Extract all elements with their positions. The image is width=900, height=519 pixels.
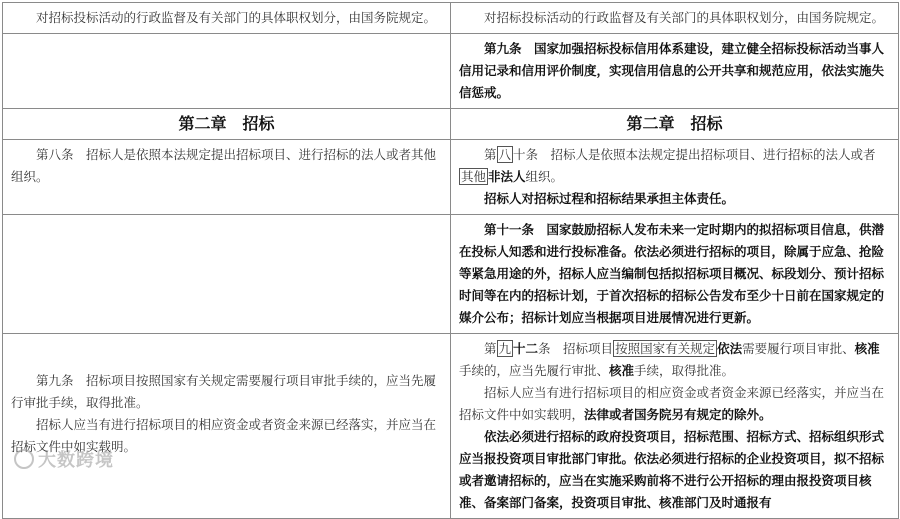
chapter-heading-left: 第二章 招标 bbox=[3, 109, 451, 140]
deleted-text-box: 其他 bbox=[461, 169, 487, 184]
left-text: 第八条 招标人是依照本法规定提出招标项目、进行招标的法人或者其他组织。 bbox=[11, 147, 437, 184]
text-span: 十条 招标人是依照本法规定提出招标项目、进行招标的法人或者 bbox=[513, 147, 876, 162]
table-row bbox=[3, 215, 899, 334]
text-span: 手续的，应当先履行审批、 bbox=[459, 363, 610, 378]
text-span: 招标人应当有进行招标项目的相应资金或者资金来源已经落实，并应当在招标文件中如实载明， bbox=[459, 385, 885, 422]
deleted-text-box: 按照国家有关规定 bbox=[615, 341, 716, 356]
chapter-row bbox=[3, 109, 899, 140]
watermark-text: 大数跨境 bbox=[38, 450, 114, 471]
watermark-logo bbox=[14, 446, 114, 472]
left-cell bbox=[3, 34, 451, 109]
right-text: 第九条 国家加强招标投标信用体系建设，建立健全招标投标活动当事人信用记录和信用评价制度，实现信用信息的公开共享和规范应用，依法实施失信惩戒。 bbox=[459, 41, 885, 100]
deleted-text-box: 八 bbox=[498, 147, 512, 162]
text-span: 手续，取得批准。 bbox=[634, 363, 735, 378]
right-text-added: 招标人对招标过程和招标结果承担主体责任。 bbox=[484, 191, 735, 206]
right-text bbox=[459, 144, 890, 188]
right-text-added: 依法必须进行招标的政府投资项目，招标范围、招标方式、招标组织形式应当报投资项目审批部门审批。依法必须进行招标的企业投资项目，拟不招标或者邀请招标的，应当在实施采购前将不进行公开招标的理由报投资项目核准、备案部门备案，投资项目审批、核准部门及时通报有 bbox=[459, 429, 885, 510]
comparison-table bbox=[2, 2, 899, 519]
table-row bbox=[3, 34, 899, 109]
table-row bbox=[3, 3, 899, 34]
deleted-text-box: 九 bbox=[498, 341, 512, 356]
right-text: 对招标投标活动的行政监督及有关部门的具体职权划分，由国务院规定。 bbox=[484, 10, 885, 25]
table-row bbox=[3, 334, 899, 519]
left-text: 招标人应当有进行招标项目的相应资金或者资金来源已经落实，并应当在招标文件中如实载明。 bbox=[11, 417, 437, 454]
watermark-icon bbox=[14, 449, 34, 469]
right-cell bbox=[451, 34, 899, 109]
left-cell bbox=[3, 334, 451, 519]
text-span: 需要履行项目审批、 bbox=[742, 341, 855, 356]
added-text: 核准 bbox=[854, 341, 880, 356]
right-cell bbox=[451, 3, 899, 34]
chapter-heading-right: 第二章 招标 bbox=[451, 109, 899, 140]
text-span: 组织。 bbox=[525, 169, 564, 184]
right-cell bbox=[451, 140, 899, 215]
left-text: 对招标投标活动的行政监督及有关部门的具体职权划分，由国务院规定。 bbox=[36, 10, 437, 25]
right-cell bbox=[451, 334, 899, 519]
text-span: 第 bbox=[484, 341, 497, 356]
added-text: 核准 bbox=[609, 363, 635, 378]
left-text: 第九条 招标项目按照国家有关规定需要履行项目审批手续的，应当先履行审批手续，取得批准。 bbox=[11, 373, 437, 410]
left-cell bbox=[3, 3, 451, 34]
added-text: 非法人 bbox=[488, 169, 526, 184]
left-cell bbox=[3, 140, 451, 215]
right-text bbox=[459, 338, 890, 382]
text-span: 条 招标项目 bbox=[538, 341, 614, 356]
added-text: 法律或者国务院另有规定的除外。 bbox=[584, 407, 772, 422]
table-row bbox=[3, 140, 899, 215]
right-text: 第十一条 国家鼓励招标人发布未来一定时期内的拟招标项目信息，供潜在投标人知悉和进行投标准备。依法必须进行招标的项目，除属于应急、抢险等紧急用途的外，招标人应当编制包括拟招标项目概况、标段划分、预计招标时间等在内的招标计划，于首次招标的招标公告发布至少十日前在国家规定的媒介公布；招标计划应当根据项目进展情况进行更新。 bbox=[459, 222, 885, 325]
right-cell bbox=[451, 215, 899, 334]
text-span: 第 bbox=[484, 147, 497, 162]
added-text: 十二 bbox=[513, 341, 539, 356]
left-cell bbox=[3, 215, 451, 334]
right-text bbox=[459, 382, 890, 426]
added-text: 依法 bbox=[717, 341, 743, 356]
